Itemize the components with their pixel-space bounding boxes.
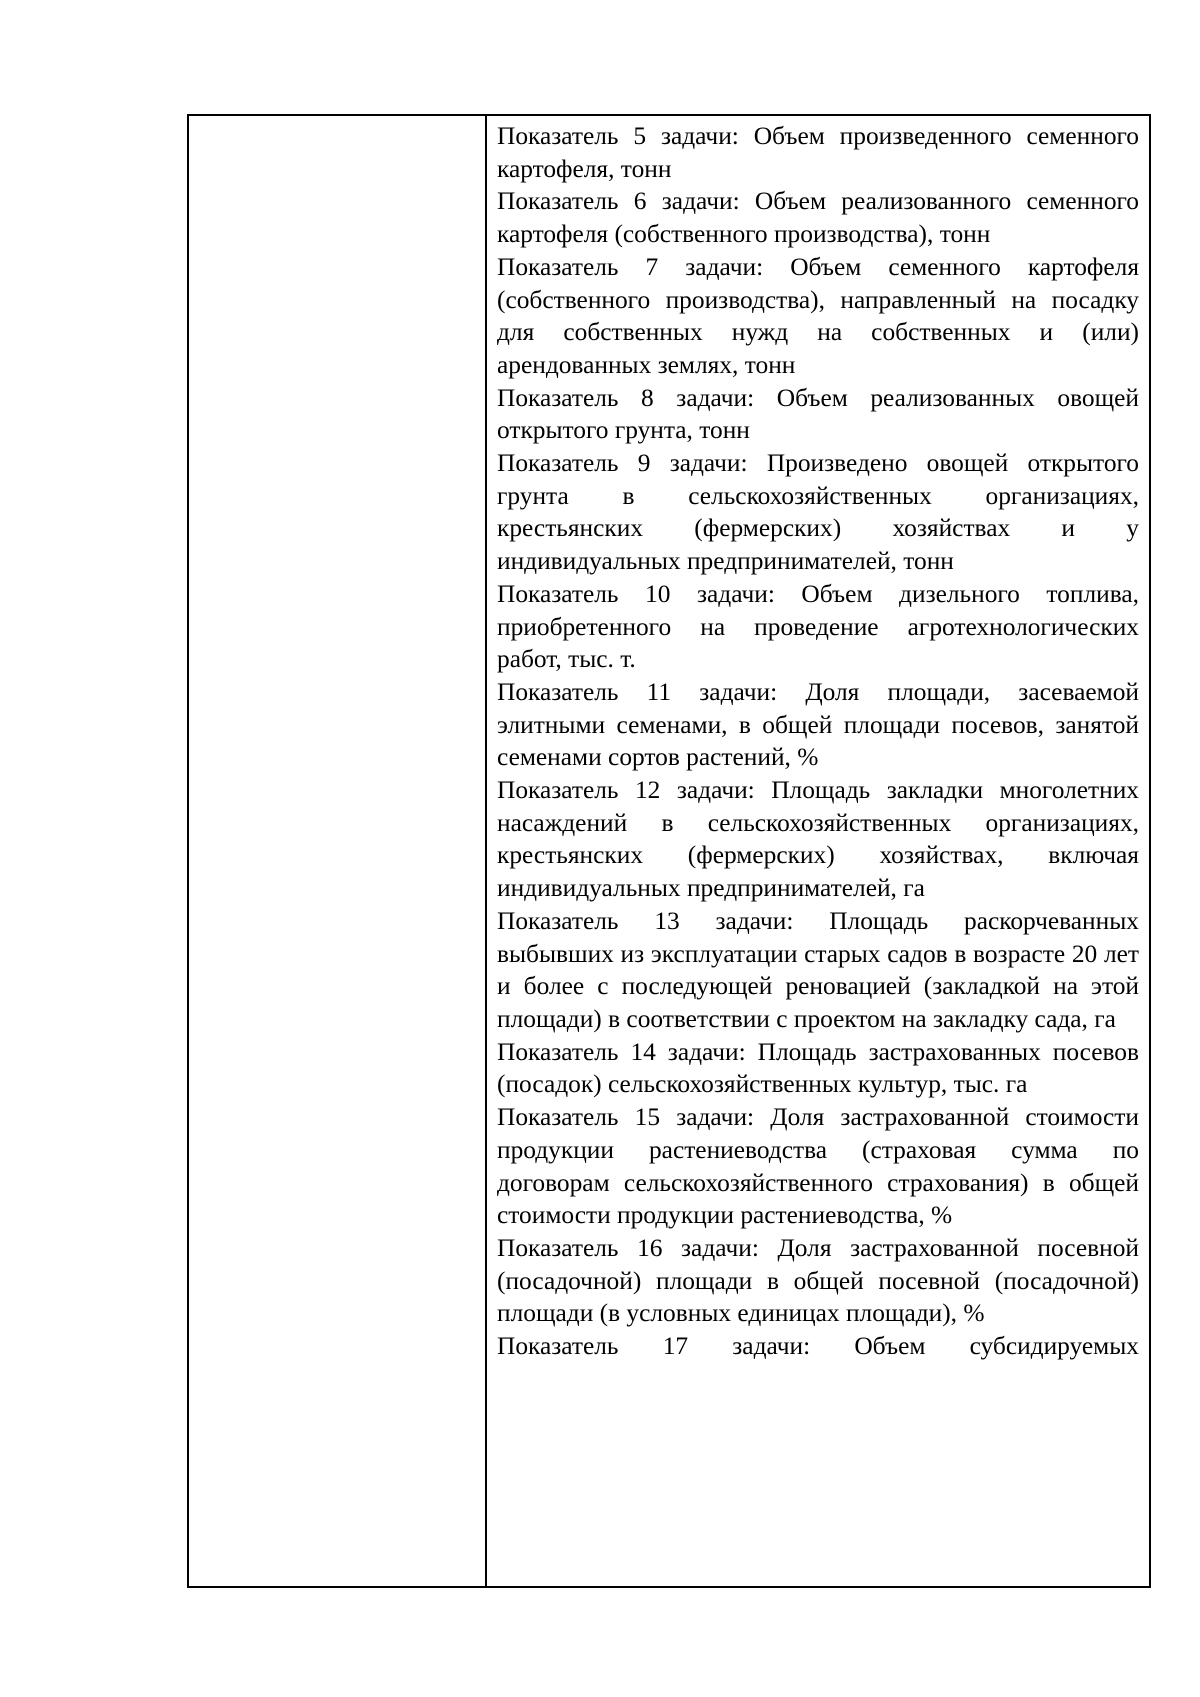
indicator-13: Показатель 13 задачи: Площадь раскорчеванных выбывших из эксплуатации старых садов в возрасте 20 лет и более с последующей реновацией (закладкой на этой площади) в соответствии с проектом на закладку сада, га xyxy=(497,906,1139,1033)
indicator-12: Показатель 12 задачи: Площадь закладки многолетних насаждений в сельскохозяйственных организациях, крестьянских (фермерских) хозяйствах, включая индивидуальных предпринимателей, га xyxy=(497,776,1139,903)
indicator-8: Показатель 8 задачи: Объем реализованных овощей открытого грунта, тонн xyxy=(497,383,1139,445)
indicator-7: Показатель 7 задачи: Объем семенного картофеля (собственного производства), направленный на посадку для собственных нужд на собственных и (или) арендованных землях, тонн xyxy=(497,252,1139,379)
indicator-9: Показатель 9 задачи: Произведено овощей открытого грунта в сельскохозяйственных организациях, крестьянских (фермерских) хозяйствах и у индивидуальных предпринимателей, тонн xyxy=(497,449,1139,576)
indicator-16: Показатель 16 задачи: Доля застрахованной посевной (посадочной) площади в общей посевной (посадочной) площади (в условных единицах площади), % xyxy=(497,1233,1139,1328)
indicator-6: Показатель 6 задачи: Объем реализованного семенного картофеля (собственного производства), тонн xyxy=(497,187,1139,249)
indicator-11: Показатель 11 задачи: Доля площади, засеваемой элитными семенами, в общей площади посевов, занятой семенами сортов растений, % xyxy=(497,677,1139,772)
indicator-14: Показатель 14 задачи: Площадь застрахованных посевов (посадок) сельскохозяйственных культур, тыс. га xyxy=(497,1037,1139,1099)
table-cell-indicators xyxy=(487,116,1149,1586)
indicator-15: Показатель 15 задачи: Доля застрахованной стоимости продукции растениеводства (страховая сумма по договорам сельскохозяйственного страхования) в общей стоимости продукции растениеводства, % xyxy=(497,1103,1139,1230)
table-cell-empty xyxy=(189,116,487,1586)
indicator-10: Показатель 10 задачи: Объем дизельного топлива, приобретенного на проведение агротехнологических работ, тыс. т. xyxy=(497,579,1139,674)
indicator-17: Показатель 17 задачи: Объем субсидируемых xyxy=(497,1332,1139,1361)
document-table xyxy=(187,114,1151,1588)
indicator-5: Показатель 5 задачи: Объем произведенного семенного картофеля, тонн xyxy=(497,122,1139,183)
